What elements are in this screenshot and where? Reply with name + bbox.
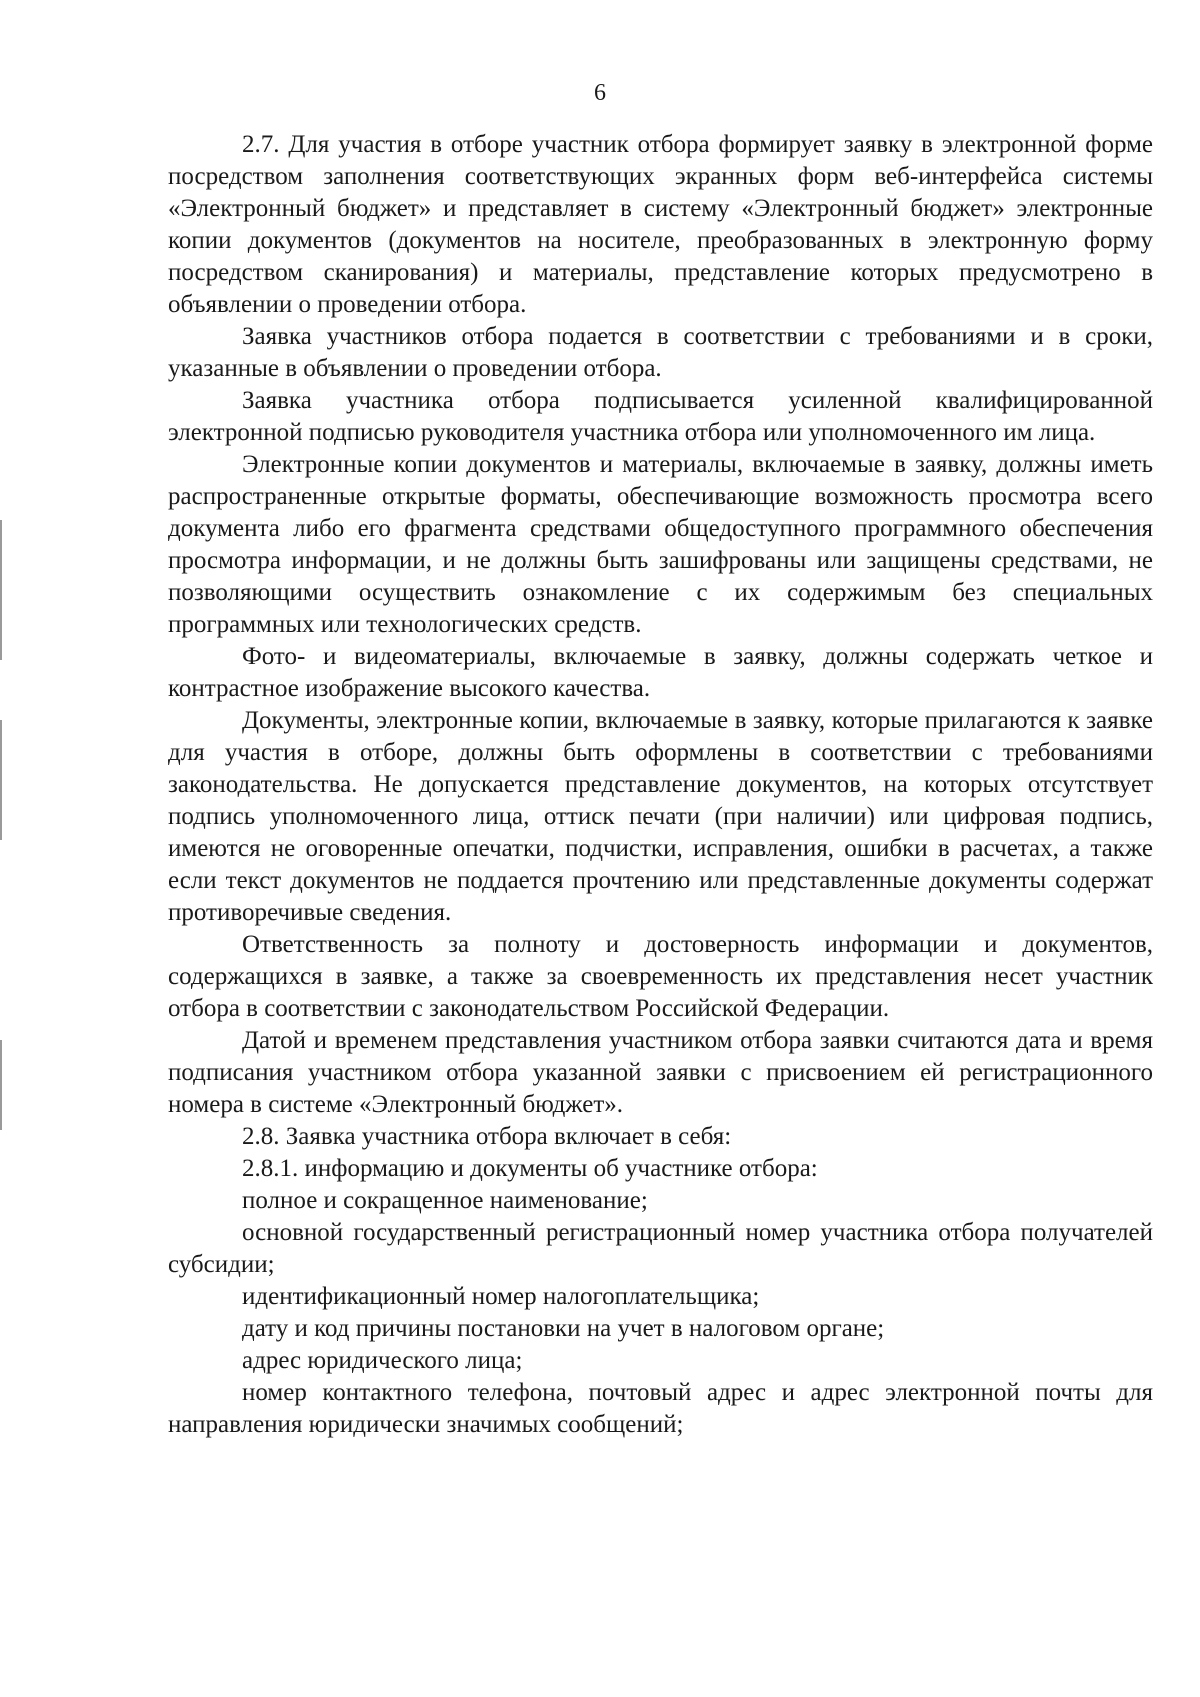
list-item: идентификационный номер налогоплательщика; <box>242 1283 760 1310</box>
paragraph: Датой и временем представления участником отбора заявки считаются дата и время подписания участником отбора указанной заявки с присвоением ей регистрационного номера в системе «Электронный бюджет». <box>168 1027 1153 1118</box>
scan-edge-mark <box>0 1040 2 1130</box>
list-item: дату и код причины постановки на учет в налоговом органе; <box>242 1315 885 1342</box>
section-heading: 2.8. Заявка участника отбора включает в себя: <box>242 1123 732 1150</box>
list-item: основной государственный регистрационный номер участника отбора получателей субсидии; <box>168 1219 1153 1278</box>
paragraph: Заявка участников отбора подается в соответствии с требованиями и в сроки, указанные в объявлении о проведении отбора. <box>168 323 1153 382</box>
paragraph: 2.7. Для участия в отборе участник отбора формирует заявку в электронной форме посредством заполнения соответствующих экранных форм веб-интерфейса системы «Электронный бюджет» и представляет в систему «Электронный бюджет» электронные копии документов (документов на носителе, преобразованных в электронную форму посредством сканирования) и материалы, представление которых предусмотрено в объявлении о проведении отбора. <box>168 131 1153 318</box>
scan-edge-mark <box>0 520 2 660</box>
page-number: 6 <box>594 80 606 106</box>
paragraph: Электронные копии документов и материалы, включаемые в заявку, должны иметь распространенные открытые форматы, обеспечивающие возможность просмотра всего документа либо его фрагмента средствами общедоступного программного обеспечения просмотра информации, и не должны быть зашифрованы или защищены средствами, не позволяющими осуществить ознакомление с их содержимым без специальных программных или технологических средств. <box>168 451 1153 638</box>
paragraph: Ответственность за полноту и достоверность информации и документов, содержащихся в заявке, а также за своевременность их представления несет участник отбора в соответствии с законодательством Российской Федерации. <box>168 931 1153 1022</box>
paragraph: Документы, электронные копии, включаемые в заявку, которые прилагаются к заявке для участия в отборе, должны быть оформлены в соответствии с требованиями законодательства. Не допускается представление документов, на которых отсутствует подпись уполномоченного лица, оттиск печати (при наличии) или цифровая подпись, имеются не оговоренные опечатки, подчистки, исправления, ошибки в расчетах, а также если текст документов не поддается прочтению или представленные документы содержат противоречивые сведения. <box>168 707 1153 926</box>
list-item: полное и сокращенное наименование; <box>242 1187 648 1214</box>
list-item: номер контактного телефона, почтовый адрес и адрес электронной почты для направления юридически значимых сообщений; <box>168 1379 1153 1438</box>
paragraph: Фото- и видеоматериалы, включаемые в заявку, должны содержать четкое и контрастное изображение высокого качества. <box>168 643 1153 702</box>
document-body <box>168 129 1153 1441</box>
paragraph: Заявка участника отбора подписывается усиленной квалифицированной электронной подписью руководителя участника отбора или уполномоченного им лица. <box>168 387 1153 446</box>
scan-edge-mark <box>0 720 2 840</box>
list-item: адрес юридического лица; <box>242 1347 523 1374</box>
subsection-heading: 2.8.1. информацию и документы об участнике отбора: <box>242 1155 818 1182</box>
